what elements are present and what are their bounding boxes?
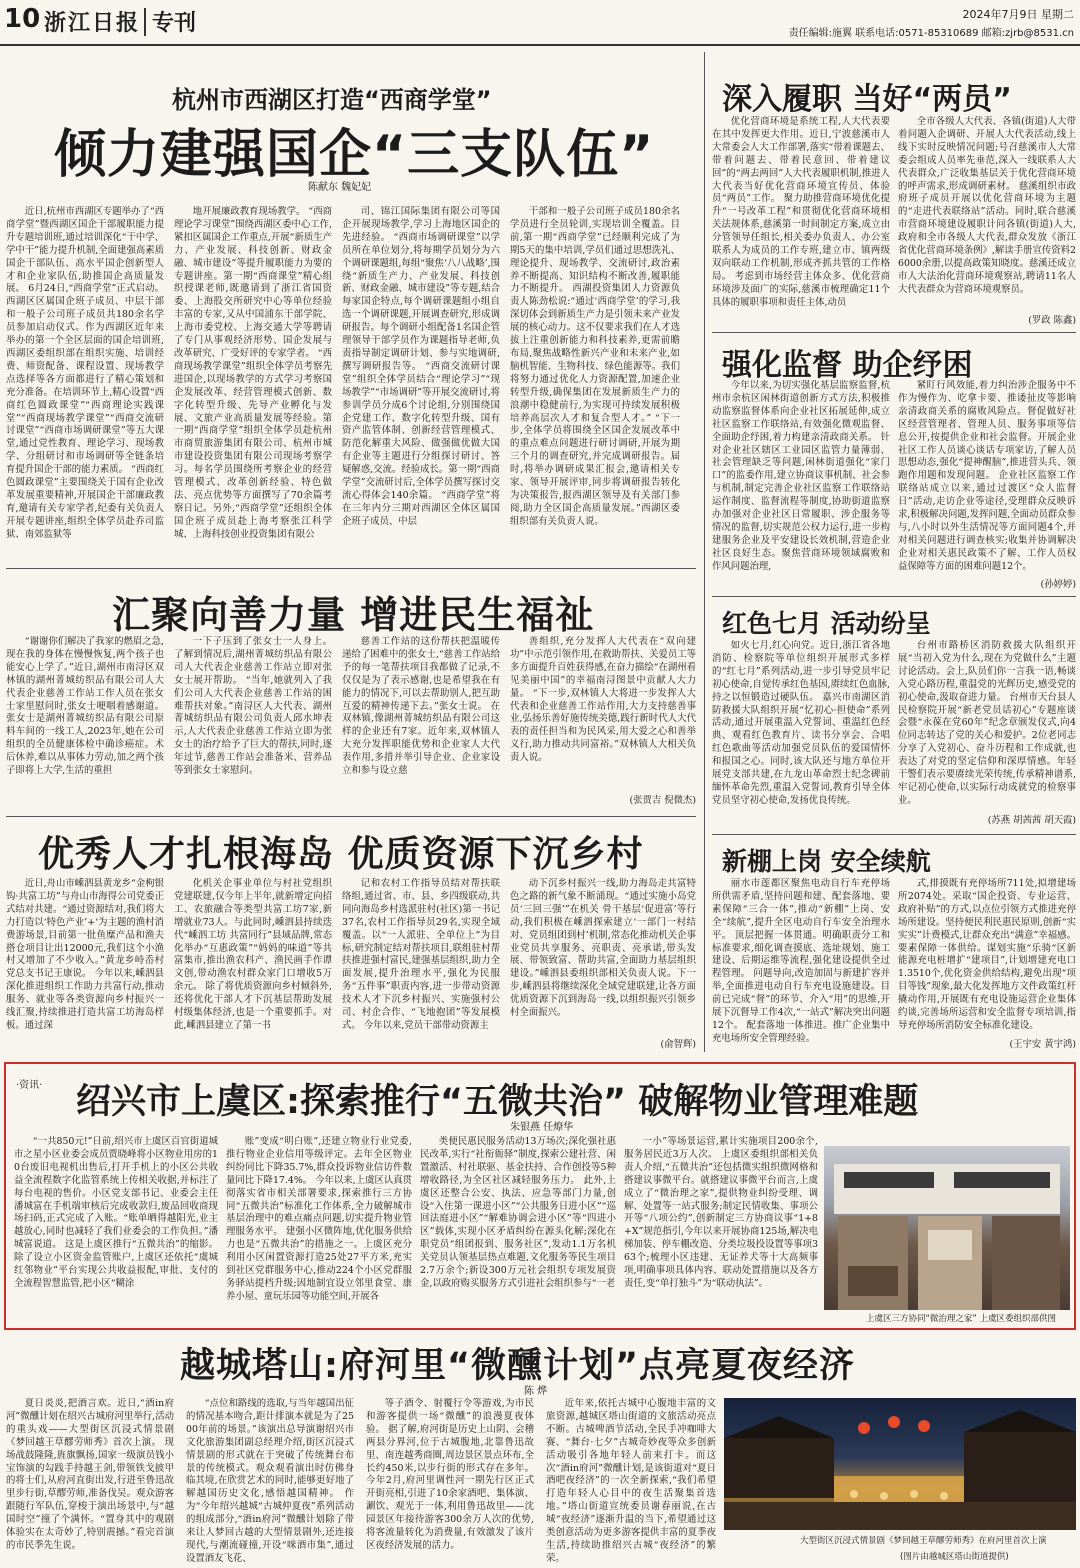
article-body-col3: 司、锦江国际集团有限公司等国企开展现场教学,学习上海地区国企的先进经验。 “西商市场调研课堂”以学员所在单位划分,将每期学员划分为六个调研课题组,每组“聚焦‘八八战略’,围绕“新质生产力、产业发展、科技创新、财政金融、城市建设”等专题,结合每家国企特点,每个调研课题组小组自选一个调研课题,开展调查研究,形成调研报告。每个调研小组配备1名国企管理领导干部学员作为课题指导老师,负责指导制定调研计划、参与实地调研,撰写调研报告等。 “西商交流研讨课堂”组织全体学员结合“理论学习”“现场教学”“市场调研”等开展交流研讨,将参训学员分成6个讨论组,分别围绕国企党建工作、数字化转型升级、国有资产监管体制、创新经营管理模式、防范化解重大风险、做强做优做大国有企业等主题进行分组探讨研讨、答疑解惑,交流。经验成长。第一期“西商学堂”交流研讨后,全体学员撰写探讨交流心得体会140余篇。 “西商学堂”将在三年内分三期对西湖区全体区属国企班子成员、中层 (342, 206, 500, 527)
section-title: 专刊 (152, 11, 197, 36)
header-divider (144, 8, 146, 36)
photo-credit: (图片由越城区塔山街道提供) (900, 1552, 1009, 1562)
article-credit: (王宇安 黄宇鸿) (1009, 1039, 1076, 1050)
article-body-col1: 优化营商环境是系统工程,人大代表要在其中发挥更大作用。近日,宁波慈溪市人大常委会人大工作部署,落实“带着课题去、带着问题去、带着民意回、带着建议回”的“两去两回”人大代表履职机制,推进人大代表当好优化营商环境宣传员、体验员“两员”工作。 聚力助推营商环境优化提升“一号改革工程”和贯彻优化营商环境相关法规体系,慈溪第一时间制定方案,成立由分管领导任组长,相关委办负责人、办公室联系人为成员的工作专班,建立市、镇两级双向联动工作机制,形成齐抓共管的工作格局。 考虑到市场经营主体众多、优化营商环境涉及面广的实际,慈溪市梳理确定11个具体的履职事项和责任主体,动员 (712, 116, 890, 308)
page-number: 10 (4, 4, 41, 34)
article-body-col1: “谢谢你们解决了我家的燃眉之急,现在我的身体在慢慢恢复,两个孩子也能安心上学了。”近日,湖州市南浔区双林镇的湖州菁城纺织品有限公司人大代表企业慈善工作站工作人员在张女士家里慰问时,张女士哽咽着感谢道。 张女士是湖州菁城纺织品有限公司原料车间的一线工人,2023年,她在公司组织的全员健康体检中确诊癌症。术后休养,难以从事体力劳动,加之两个孩子即将上大学,生活的重担 (6, 636, 164, 777)
news-tag: ·资讯· (16, 1080, 43, 1091)
article-body-col3: 等子酒令、射覆行令等游戏,为市民和游客提供一场“微醺”的浪漫夏夜体验。 据了解,府河街是历史上山阴、会稽两县分界河,位于古城腹地,北靠鲁迅故里、南连越秀商圈,周边景区景点环布,全长约450米,以步行街的形式存在多年。今年2月,府河里调性河一期先行区正式开街亮相,引进了10余家酒吧、集体演、涮饮、观光于一体,利用鲁迅故里——沈园景区年接待游客300余万人次的优势,将客流量转化为消费量,有效激发了该片区夜经济发展的活力。 (366, 1398, 534, 1551)
article-headline: 强化监督 助企纾困 (722, 348, 973, 383)
article-body-col1: 丽水市莲都区聚焦电动自行车充停场所供需矛盾,坚持问题和建、配套落地、要素保障“三合一体”,推动“新棚”上岗、安全“续航”,提升全区电动自行车安全治理水平。 顶层把握一体贯通。明确职责分工和标准要求,细化调查摸底、选址规划、施工建设、后期运维等流程,强化建设提供全过程管理。 问题导向,改造加固与新建扩容并举,全面推进电动自行车充电设施建设。目前已完成“督”的环节、介入“用”的思维,开展下沉督导工作4次,“一站式”解决突出问题12个。 配套落地一体推进。推广企业集中充电场所安全管理经验。 (712, 878, 890, 1044)
article-credit: (苏燕 胡茜茜 胡天霞) (987, 815, 1076, 826)
article-body-col3: 慈善工作站的这份帮扶把温暖传递给了困难中的张女士,“慈善工作站给予的每一笔帮扶项目我都做了记录,不仅仅是为了表示感谢,也是希望我在有能力的情况下,可以去帮助别人,把互助互爱的精神传递下去。”张女士说。 在双林镇,像湖州菁城纺织品有限公司这样的企业还有7家。近年来,双林镇人大充分发挥职能优势和企业家人大代表作用,多措并举引导企业、企业家设立和参与设立慈 (342, 636, 500, 777)
article-credit: (罗政 陈鑫) (1028, 315, 1076, 326)
featured-news-box (4, 1062, 1076, 1330)
article-body-col1: 近日,舟山市嵊泗县黄龙乡“金枸银钩·共富工坊”与舟山市海得公司党委正式结对共建。“通过资源结对,我们将大力打造以‘特色产业’+‘为主题的渔村消费游场景,目前第一批鱼糜产品和渔夫搭仓项目让出12000元,我们这个小渔村又增加了不少收入。”黄龙乡峙岙村党总支书记王康说。 今年以来,嵊泗县深化推进组织工作助力共富行动,推动服务、就业等各类资源向乡村振兴一线汇聚,持续推进打造共富工坊海岛样板。通过深 (6, 878, 164, 1031)
article-byline: 陈 烨 (524, 1386, 548, 1397)
column-divider (704, 52, 705, 1052)
article-body-col4: 动下沉乡村振兴一线,助力海岛走共富特色之路的新气象不断涌现。“通过实施小岛党员‘三回三强’”在机关 骨干基层‘促进富’等行动,我们积极在嵊泗探索建立‘一部门一村结对、党员组团到村’机制,常态化推动机关企事业党员共享服务、亮职责、亮承诺,带头发展、带领致富、帮助共富,全面助力基层组织建设。”嵊泗县委组织部相关负责人说。下一步,嵊泗县将继续深化全域党建联建,让各方面优质资源下沉到海岛一线,以组织振兴引领乡村全面振兴。 (510, 878, 696, 1019)
article-headline: 优秀人才扎根海岛 优质资源下沉乡村 (38, 834, 644, 875)
article-credit: (张贾吉 倪微杰) (629, 795, 696, 806)
article-headline: 绍兴市上虞区:探索推行“五微共治” 破解物业管理难题 (76, 1082, 919, 1122)
section-rule (6, 816, 696, 817)
newspaper-logo: 浙江日报 (44, 10, 141, 36)
article-body-col4: 善组织,充分发挥人大代表在“双向建功”中示范引领作用,在救助帮扶、关爱员工等多方面提升百姓获得感,在奋力描绘“在湖州看见美丽中国”的幸福南浔图景中贡献人大力量。 “下一步,双林镇人大将进一步发挥人大代表和企业慈善工作站作用,大力支持慈善事业,弘扬乐善好施传统美德,践行新时代人大代表的责任担当和为民风采,用大爱之心和善举义行,助力推动共同富裕。”双林镇人大相关负责人说。 (510, 636, 696, 764)
article-headline: 深入履职 当好“两员” (722, 82, 1012, 117)
governance-center-photo (824, 1146, 1070, 1310)
article-body-col1: 近日,杭州市西湖区专题举办了“西商学堂”暨西湖区国企干部履职能力提升专题培训班,通过培训深化“干中学、学中干”能力提升机制,全面建强高素质国企干部队伍、高水平国企创新型人才和企业家队伍,助推国企高质量发展。 6月24日,“西商学堂”正式启动。西湖区区属国企班子成员、中层干部和一般子公司班子成员共180余名学员参加启动仪式。作为西湖区近年来举办的第一个全区层面的国企培训班,西湖区委组织部在组织实施、培训经费、师资配备、课程设置、现场教学点选择等各方面都进行了精心策划和充分准备。在培训环节上,精心设置“西商红色圆政课堂”“西商理论实践课堂”“西商现场教学课堂”“西商交流研讨课堂”“西商市场调研课堂”等五大课堂,通过党性教育、理论学习、现场教学、分组研讨和市场调研等全链条培育提升国企干部的能力素质。 “西商红色圆政课堂”主要围绕关于国有企业改革发展重要精神,开展国企干部廉政教育,邀请有关专家学者,纪委有关负责人开展专题讲座,组织全体学员赴乔司监狱、南郊监狱等 (6, 206, 164, 540)
article-body-col3: 记和农村工作指导员结对帮扶联络组,通过省、市、县、乡四级联动,共同向海岛乡村选派驻村(社区)第一书记37名,农村工作指导员29名,实现全域覆盖。以“一人派驻、全单位上”为目标,研究制定结对帮扶项目,联组驻村帮扶推进强村富民,建强基层组织,助力全面发展,提升治理水平,强化为民服务“五件事”职责内容,进一步带动资源技术人才下沉乡村振兴、实施强村公司、村企合作、“飞地抱团”等发展模式。 今年以来,党员干部带动资源主 (342, 878, 500, 1031)
section-rule (6, 568, 696, 569)
issue-date: 2024年7月9日 星期二 (962, 8, 1074, 21)
masthead (0, 0, 1080, 46)
article-body-col2: 一下子压到了张女士一人身上。了解到情况后,湖州菁城纺织品有限公司人大代表企业慈善工作站立即对张女士展开帮助。 “当年,她就列入了我们公司人大代表企业慈善工作站的困难帮扶对象。”南浔区人大代表、湖州菁城纺织品有限公司负责人邱水坤表示,人大代表企业慈善工作站立即为张女士的治疗给予了巨大的帮扶,同时,逐年过节,慈善工作站会准备米、营养品等到张女士家慰问。 (174, 636, 332, 777)
article-body-col2: 地开展廉政教育现场教学。 “西商理论学习课堂”围绕西湖区委中心工作,紧扣区属国企工作重点,开展“新质生产力、产业发展、科技创新、财政金融、城市建设”等提升履职能力为要的专题讲座。第一期“西商课堂”精心组织授课老师,既邀请到了浙江省国资委、上海股交所研究中心等单位经验丰富的专家,又从中国浦东干部学院、上海市委党校、上海交通大学等聘请了专门从事观经济形势、国企发展与改革研究、广受好评的专家学者。 “西商现场教学课堂”组织全体学员考察先进国企,以现场教学的方式学习考察国企发展改革、经营管理模式创新、数字化转型升级、先导产业孵化与发展、文旅产业高质量发展等经验。第一期“西商学堂”组织全体学员赴杭州市商贸旅游集团有限公司、杭州市城市建设投资集团有限公司现场考察学习。每名学员围绕所考察企业的经营管理模式、改革创新经验、特色做法、亮点优势等方面撰写了70余篇考察日记。另外,“西商学堂”还组织全体国企班子成员赴上海考察张江科学城、上海科技创业投资集团有限公 (174, 206, 332, 540)
article-body-col1: “一共850元!”日前,绍兴市上虞区百官街道城市之星小区业委会成员贾晓峰将小区物业用房的10台废旧电视机出售后,打开手机上的小区公共收益全流程数字化监管系统上传相关收据,并标注了每台电视的售价。小区党支部书记、业委会主任潘城富在手机端审核后完成收款归,废品回收商现场扫码,正式完成了入账。“账单晒得越阳光,业主越放心,同时也减轻了我们业委会的工作负担。”潘城富说道。 这是上虞区推行“五微共治”的缩影。除了设立小区资金监管账户,上虞区还依托“虞城红邻物业”平台实现公共收益报配,审批、支付的全流程智慧监管,把小区“糊涂 (14, 1136, 218, 1289)
article-body-col4: 近年来,依托古城中心腹地丰富的文旅资源,越城区塔山街道的文旅活动亮点不断。古城啤酒节活动,全民手冲咖啡大赛、“舞台·七夕”古城奇妙夜等众多创新活动吸引各地年轻人前来打卡。而这次“酒in府河”微醺计划,是该街道对“夏日酒吧夜经济”的一次全新探索,“我们希望打造年轻人心目中的夜生活聚集首选地。”塔山街道宣统委员谢春丽说,在古城“夜经济”逐渐升温的当下,希望通过这类创意活动为更多游客提供丰富的夏季夜生活,持续助推绍兴古城“夜经济”的繁荣。 (546, 1398, 716, 1564)
section-rule (712, 834, 1076, 835)
lantern-street-icon (724, 1398, 1076, 1530)
article-body-col2: “点位和路线的选取,与当年越国出征的情况基本吻合,距计排演本就是为了2500年前的场景。”该演出总导演谢绍兴市文化旅游集团副总经理介绍,街区沉浸式情景剧的形式就在于突破了传统舞台布景的传统模式。观众观看演出时仿佛身临其境,在欣赏艺术的同时,能够更好地了解越国历史文化,感悟越国精神。 作为“今年绍兴越城“古城仲夏夜”系列活动的组成部分,“酒in府河”微醺计划除了带来让人梦回古越的大型情景剧外,还连接现代,与潮流碰撞,开设“咪酒市集”,通过设置酒友飞花、 (186, 1398, 354, 1564)
article-body-col2: 账”变成“明白账”,还建立物业行业党委,推行物业企业信用等级评定。去年全区物业纠纷同比下降35.7%,群众投诉物业信访件数量同比下降17.4%。 今年以来,上虞区认真贯彻落实省市相关部署要求,探索推行三方协同“五微共治”标准化工作体系,全力破解城市基层治理中的难点痛点问题,切实提升物业管理服务水平。 建强小区微阵地,优化服务供给力也是“五微共治”的措施之一。上虞区充分利用小区闲置资源打造25处27平方米,充实到社区党群服务中心,推动224个小区党群服务驿站提档升级;因地制宜设立邻里食堂、康养小屋、童玩乐园等功能空间,开展各 (226, 1136, 412, 1302)
article-body-col1: 夏日炎炎,把酒言欢。近日,“酒in府河”微醺计划在绍兴古城府河里举行,活动的重头戏——大型街区沉浸式情景剧《梦回越王草醪劳师秀》首次上演。 现场战鼓隆隆,旌旗飘扬,国家一级演员钱小宝饰演的勾践手持越王剑,带领铁戈披甲的将士们,从府河直街出发,行进至鲁迅故里步行街,草醪劳师,准备伐吴。观众游客跟随行军队伍,穿梭于演出场景中,与“越国时空”撞了个满怀。“置身其中的观剧体验实在太奇妙了,特别震撼。”看完首演的市民季先生说。 (6, 1398, 174, 1551)
article-body-col4: 干部和一般子公司班子成员180余名学员进行全员轮训,实现培训全覆盖。目前,第一期“西商学堂”已经顺利完成了为期5天的集中培训,学员们通过思想洗礼、理论提升、现场教学、交流研讨,政治素养不断提高、知识结构不断改善,履职能力不断提升。 西湖投资集团人力资源负责人陈劲松说:“通过‘西商学堂’的学习,我深切体会到新质生产力是引领未来产业发展的核心动力。这不仅要求我们在人才选拔上注重创新能力和科技素养,更需前瞻布局,聚焦战略性新兴产业和未来产业,如脑机智能、生物科技、绿色能源等。我们将努力通过优化人力资源配置,加速企业转型升级,确保集团在发展新质生产力的浪潮中稳健前行,为实现可持续发展积极培养高层次人才和复合型人才。” “下一步,全体学员将围绕全区国企发展改革中的重点难点问题进行研讨调研,开展为期三个月的调查研究,并完成调研报告。届时,将举办调研成果汇报会,邀请相关专家、领导开展评审,同步将调研报告转化为决策报告,报西湖区领导及有关部门参阅,助力全区国企高质量发展。”西湖区委组织部有关负责人说。 (510, 206, 680, 527)
night-street-photo (724, 1398, 1076, 1530)
section-rule (712, 332, 1076, 333)
article-headline: 越城塔山:府河里“微醺计划”点亮夏夜经济 (180, 1346, 856, 1386)
article-body-col3: 类便民惠民服务活动13万场次;深化强社惠民改革,实行“社衔衙驿”制度,探索公建社营、闲置激活、村社联驱、基金扶持、合作创投等5种增收路径,为全区社区减轻服务压力。 此外,上虞区还整合公安、执法、应急等部门力量,创设“入住第一课进小区”“公共服务日进小区”“巡回法庭进小区”“解难协调会进小区”等“四进小区”载体,实现小区矛盾纠纷在源头化解;深化在职党员“组团报到、服务社区”,发动1.1万名机关党员认领基层热点难题,文化服务等民生项目2.7万余个;新设300万元社会组织专项发展资金,以政府购买服务方式引进社会组织参与“一老 (420, 1136, 616, 1289)
photo-caption: 上虞区三方协同“微治理之家” 上虞区委组织部供图 (866, 1314, 1057, 1324)
article-body-col2: 台州市路桥区消防救援大队组织开展“当初入党为什么,现在为党做什么”主题讨论活动。会上,队员们你一言我一语,畅谈入党心路历程,重温党的光辉历史,感受党的初心使命,汲取奋进力量。 台州市天台县人民检察院开展“新老党员话初心”专题座谈会暨“永葆在党60年”纪念章颁发仪式,向4位同志转达了党的关心和爱护。2位老同志分享了入党初心、奋斗历程和工作成就,也表达了对党的坚定信仰和深厚情感。年轻干警们表示要赓续光荣传统,传承精神谱系,牢记初心使命,以实际行动成就党的检察事业。 (898, 640, 1076, 806)
editor-info: 责任编辑:施翼 联系电话:0571-85310689 邮箱:zjrb@8531.cn (788, 28, 1074, 39)
building-icon (824, 1146, 1070, 1310)
section-rule (712, 596, 1076, 597)
article-body-col2: 紧盯行风效能,着力纠治涉企服务中不作为慢作为、吃拿卡要、推诿扯皮等影响亲清政商关系的腐败风险点。督促做好社区经营管理者、管理人员、服务事项等信息公开,按提供企业和社会监督。开展企业社区工作人员谈心谈话专项家访,了解人员思想动态,强化“提神醒脑”,推进营头兵、领跑作用题和发现问题。 企业社区监察工作联络站成立以来,通过过渡区“众人监督日”活动,走访企业等途径,受理群众反映诉求,积极解决问题,发挥问题,全面动员群众参与,八小时以外生活情况等方面同题4个,并对相关问题进行调查核实;收集并协调解决企业对相关惠民政策不了解、工作人员权益保障等方面的困难问题12个。 (898, 380, 1076, 572)
article-credit: (俞智辉) (660, 1039, 696, 1050)
article-body-col1: 今年以来,为切实强化基层监察监督,杭州市余杭区闲林街道创新方式方法,积极推动监察监督体系向企业社区拓展延伸,成立社区监察工作联络站,有效强化微观监督、全面助企纾困,着力构建亲清政商关系。 针对企业社区辖区工业园区监管力量薄弱、社会管理缺乏等问题,闲林街道强化“家门口”的监委作用,建立协商议事机制、社会参与机制,制定完善企业社区监察工作联络站运作制度、监督流程等制度,协助街道监察办加强对企业社区日常履职、涉企服务等情况的监督,切实规范公权力运行,进一步构建服务企业及平安建设长效机制,营造企业社区良好生态。聚焦营商环境领域腐败和作风问题治理, (712, 380, 890, 572)
article-body-col2: 化机关企事业单位与村社党组织党建联建,仅今年上半年,就新增定向招工、农旅融合等类型共富工坊7家,新增就业73人。与此同时,嵊泗县持续迭代“嵊泗工坊 共富同行”县域品牌,常态化举办“互惠政策”“妈妈的味道”等共富集市,推出渔农科产、渔民画手作谭文创,带动渔农村群众家门口增收5万余元。 除了将优质资源向乡村倾斜外,还将优化干部人才下沉基层帮助发展村级集体经济,也是一个重要抓手。对此,嵊泗县建立了第一书 (174, 878, 332, 1031)
article-kicker: 杭州市西湖区打造“西商学堂” (172, 86, 492, 114)
article-headline: 倾力建强国企“三支队伍” (54, 125, 655, 185)
article-credit: (孙婷婷) (1040, 579, 1076, 590)
article-headline: 汇聚向善力量 增进民生福祉 (112, 593, 595, 637)
photo-caption: 大型街区沉浸式情景剧《梦回越王草醪劳师秀》在府河里首次上演 (800, 1536, 1047, 1546)
article-body-col4: 一小”等场景运营,累计实施项目200余个,服务居民近3万人次。 上虞区委组织部相关负责人介绍,“五微共治”还包括微实组织微网格和搭建议事微平台。就搭建议事微平台而言,上虞成立了“微治理之家”,提供物业纠纷受理、调解、处置等一站式服务;制定民情收集、事项公开等“八项公约”,创新制定三方协商议事“1+8+X”规范指引,今年以来开展协商125场,解决电梯加装、停车棚改造、分类垃圾投设置等事项363个;梳理小区违建、无证养犬等十大高频事项,明确事项具体内容、联动处置措施以及各方责任,变“单打独斗”为“联动执法”。 (624, 1136, 818, 1289)
article-headline: 红色七月 活动纷呈 (722, 609, 931, 638)
article-byline: 陈献东 魏妃妃 (308, 182, 372, 193)
article-headline: 新棚上岗 安全续航 (722, 847, 931, 876)
article-body-col2: 式,排摸既有充停场所711处,拟增建场所2074处。采取“国企投资、专业运营、政府补贴”的方式,以点位引领方式推进充停场所建设。坚持便民利民惠民原则,创新“实实实”计费模式,让群众充出“满意”幸福感。 要素保障一体供给。谋划实施“乐骑“区新能源充电桩增扩“建项目”,计划增建充电口1.3510个,优化资金供给结构,避免出现“项目等钱”现象,最大化发挥地方文件政策红杆撬动作用,开展既有充电设施运营企业集体约谈,完善场所运营和安全监督专项培训,指导充停场所消防安全标准化建设。 (898, 878, 1076, 1031)
article-body-col1: 如火七月,红心向党。近日,浙江省各地消防、检察院等单位组织开展形式多样的“红七月”系列活动,进一步引导党员牢记初心使命,自觉传承红色基因,赓续红色血脉,持之以恒锻造过硬队伍。 嘉兴市南湖区消防救援大队组织开展“忆初心·担使命”系列活动,通过开展重温入党誓词、重温红色经典、观看红色教育片、读书分享会、合唱红色歌曲等活动加强党员队伍的爱国情怀和报国之心。同时,该大队还与地方单位开展党支部共建,在九龙山革命烈士纪念碑前缅怀革命先烈,重温入党誓词,教育引导全体党员坚守初心使命,发扬优良传统。 (712, 640, 890, 806)
article-byline: 朱银燕 任燎华 (510, 1122, 574, 1133)
article-body-col2: 全市各级人大代表、各镇(街道)人大带着问题入企调研、开展人大代表活动,线上线下实时反映情况问题;号召慈溪市人大常委会组成人员率先垂范,深入一线联系人大代表群众,广泛收集基层关于优化营商环境的呼声需求,形成调研素材。 慈溪组织市政府班子成员开展以优化营商环境为主题的“走进代表联络站”活动。同时,联合慈溪市营商环境建设履职计问各镇(街道)人大,政府和全市各级人大代表,群众发放《浙江省优化营商环境条例》,解读手册宣传资料26000余册,以提高政策知晓度。慈溪还成立市人大法治化营商环境观察站,聘请11名人大代表群众为营商环境观察员。 (898, 116, 1076, 295)
